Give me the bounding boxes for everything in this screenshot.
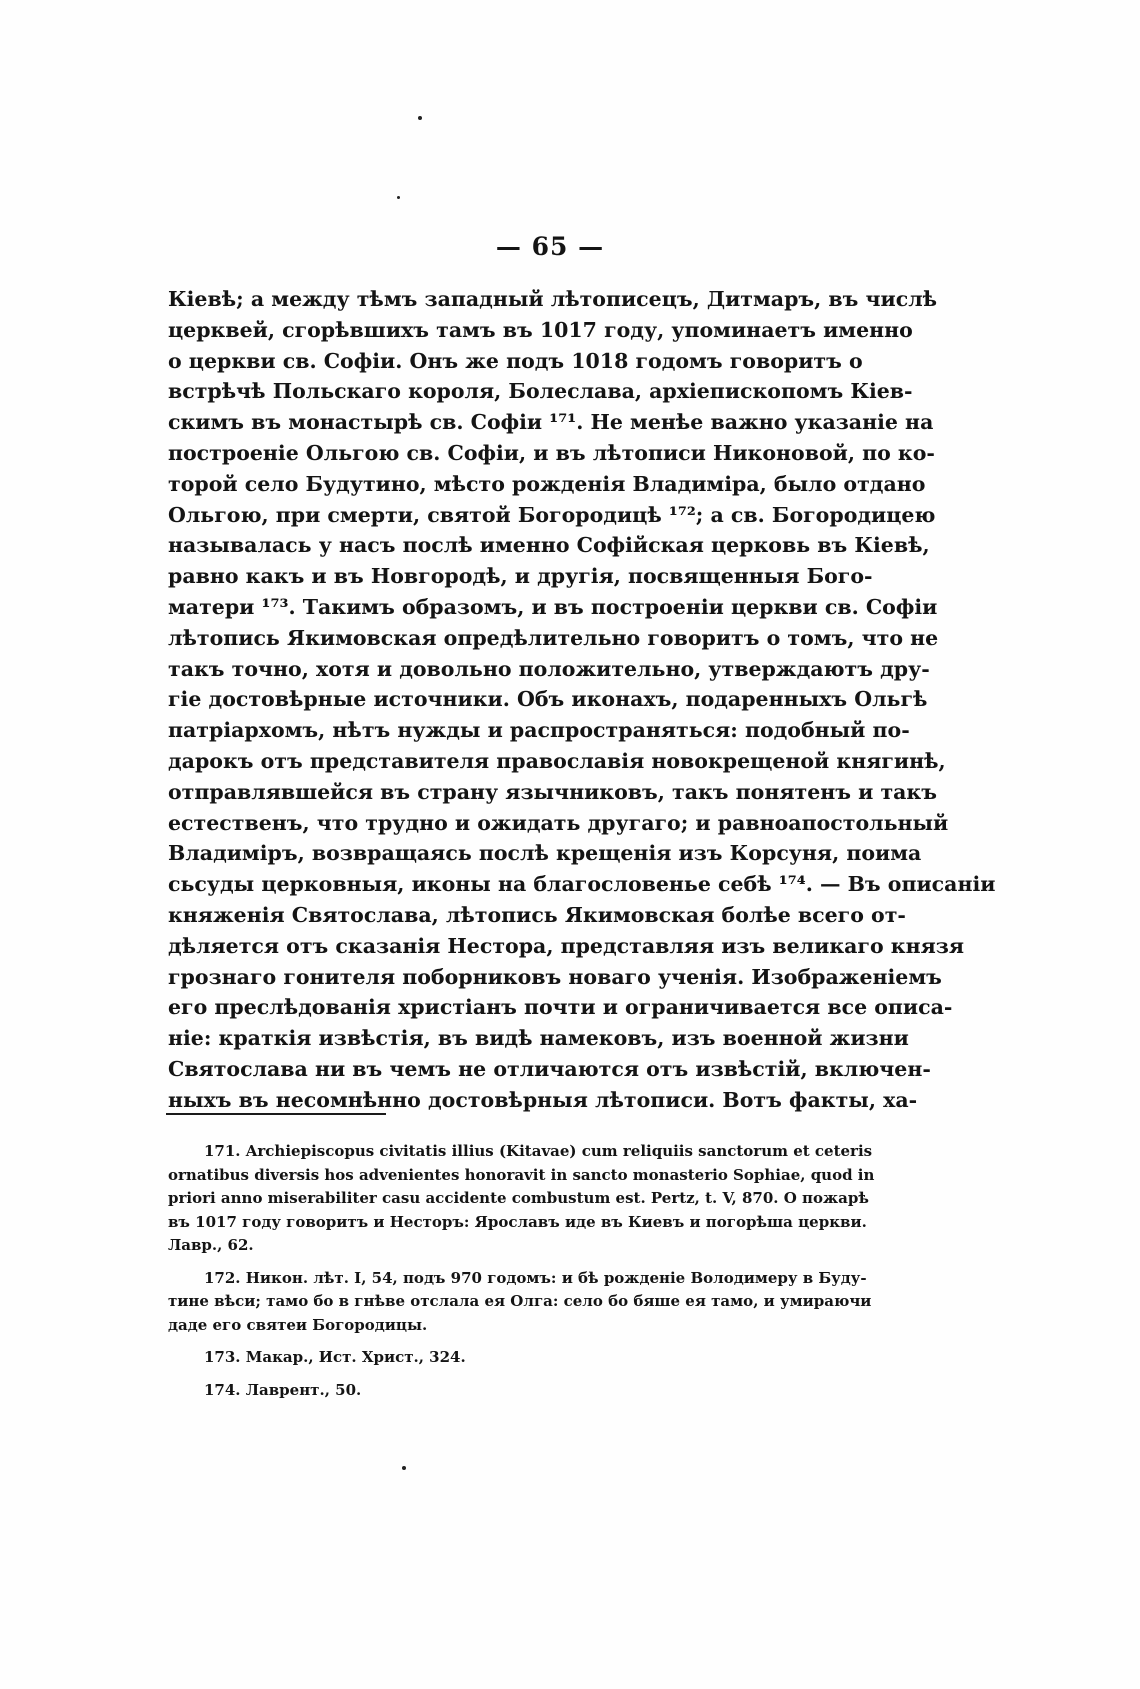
page-number: — 65 — [495,232,605,261]
text-line: естественъ, что трудно и ожидать другаго; и равноапостольный [168,810,949,835]
text-line: церквей, сгорѣвшихъ тамъ въ 1017 году, упоминаетъ именно [168,317,913,342]
text-line: торой село Будутино, мѣсто рожденія Владиміра, было отдано [168,471,926,496]
footnote-173 [168,1346,828,1370]
text-line: дѣляется отъ сказанія Нестора, представляя изъ великаго князя [168,933,964,958]
text-line: о церкви св. Софіи. Онъ же подъ 1018 годомъ говоритъ о [168,348,863,373]
footnote-171 [168,1140,875,1258]
text-line: равно какъ и въ Новгородѣ, и другія, посвященныя Бого- [168,564,873,589]
text-line: Кіевѣ; а между тѣмъ западный лѣтописецъ, Дитмаръ, въ числѣ [168,287,938,311]
footnotes [168,1140,875,1411]
body-text [168,284,996,1116]
scan-speck [418,116,422,120]
footnote-line: 171. Archiepiscopus civitatis illius (Kitavae) cum reliquiis sanctorum et ceteris [204,1142,873,1160]
footnote-line: priori anno miserabiliter casu accidente combustum est. Pertz, t. V, 870. О пожарѣ [168,1189,869,1207]
text-line: Ольгою, при смерти, святой Богородицѣ ¹⁷²; а св. Богородицею [168,502,936,527]
text-line: построеніе Ольгою св. Софіи, и въ лѣтописи Никоновой, по ко- [168,440,935,465]
text-line: скимъ въ монастырѣ св. Софіи ¹⁷¹. Не менѣе важно указаніе на [168,410,934,435]
footnote-line: ornatibus diversis hos advenientes honoravit in sancto monasterio Sophiae, quod in [168,1165,875,1184]
text-line: отправлявшейся въ страну язычниковъ, такъ понятенъ и такъ [168,779,937,804]
scan-speck [397,196,400,199]
footnote-line: въ 1017 году говоритъ и Несторъ: Ярославъ иде въ Киевъ и погорѣша церкви. [168,1212,867,1231]
footnote-line: Лавр., 62. [168,1236,254,1254]
text-line: такъ точно, хотя и довольно положительно, утверждаютъ дру- [168,656,930,681]
text-line: сьсуды церковныя, иконы на благословенье себѣ ¹⁷⁴. — Въ описаніи [168,872,996,897]
footnote-172 [168,1267,872,1338]
footnote-divider [166,1113,386,1115]
text-line: лѣтопись Якимовская опредѣлительно говоритъ о томъ, что не [168,625,939,650]
text-line: Владиміръ, возвращаясь послѣ крещенія изъ Корсуня, поима [168,841,922,866]
text-line: называлась у насъ послѣ именно Софійская церковь въ Кіевѣ, [168,533,930,558]
footnote-line: 173. Макар., Ист. Христ., 324. [204,1348,466,1366]
text-line: матери ¹⁷³. Такимъ образомъ, и въ построеніи церкви св. Софіи [168,594,938,619]
scan-speck [402,1466,406,1470]
footnote-line: 172. Никон. лѣт. I, 54, подъ 970 годомъ: и бѣ рожденіе Володимеру в Буду- [204,1268,867,1287]
text-line: патріархомъ, нѣтъ нужды и распространяться: подобный по- [168,718,910,743]
text-line: Святослава ни въ чемъ не отличаются отъ извѣстій, включен- [168,1056,931,1081]
text-line: гіе достовѣрные источники. Объ иконахъ, подаренныхъ Ольгѣ [168,687,928,712]
footnote-line: тине вѣси; тамо бо в гнѣве отслала ея Олга: село бо бяше ея тамо, и умираючи [168,1292,872,1310]
text-line: его преслѣдованія христіанъ почти и ограничивается все описа- [168,995,953,1020]
text-line: ніе: краткія извѣстія, въ видѣ намековъ, изъ военной жизни [168,1026,909,1051]
text-line: дарокъ отъ представителя православія новокрещеной княгинѣ, [168,748,946,773]
text-line: княженія Святослава, лѣтопись Якимовская болѣе всего от- [168,902,906,927]
footnote-line: даде его святеи Богородицы. [168,1315,428,1334]
text-line: встрѣчѣ Польскаго короля, Болеслава, архіепископомъ Кіев- [168,379,913,404]
text-line: грознаго гонителя поборниковъ новаго ученія. Изображеніемъ [168,964,942,989]
text-line: ныхъ въ несомнѣнно достовѣрныя лѣтописи. Вотъ факты, ха- [168,1087,918,1112]
footnote-line: 174. Лаврент., 50. [204,1380,362,1399]
footnote-174 [168,1379,828,1403]
